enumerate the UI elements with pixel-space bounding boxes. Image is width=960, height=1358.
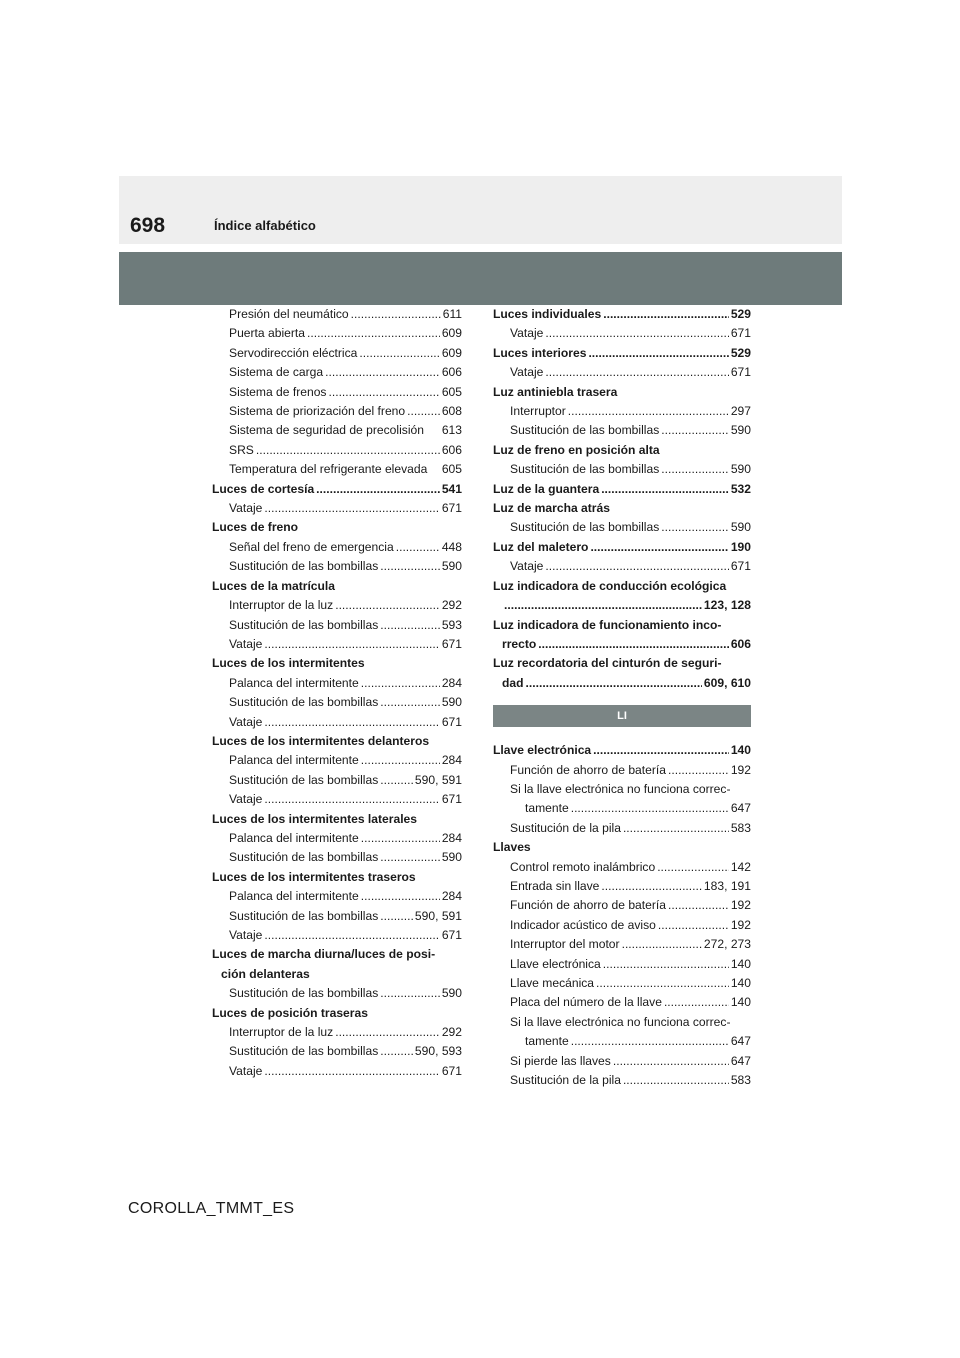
- index-entry-label: Sistema de seguridad de precolisión: [229, 423, 424, 438]
- dot-leader: [328, 383, 439, 402]
- index-entry: [493, 402, 751, 421]
- index-entry-page: 606: [441, 365, 462, 380]
- dot-leader: [601, 480, 729, 499]
- index-entry-page: 532: [730, 481, 751, 496]
- dot-leader: [545, 363, 728, 382]
- dot-leader: [264, 926, 439, 945]
- index-entry: [212, 421, 462, 440]
- dot-leader: [380, 693, 440, 712]
- index-entry-label: Luz antiniebla trasera: [493, 384, 618, 399]
- index-entry-page: 529: [730, 307, 751, 321]
- index-entry-page: 284: [441, 830, 462, 845]
- index-entry-label: Sustitución de la pila: [510, 1073, 621, 1088]
- index-entry-label: Luces de los intermitentes laterales: [212, 811, 418, 826]
- index-entry-label: Luces de la matrícula: [212, 578, 336, 593]
- index-entry-label: Vataje: [510, 365, 544, 380]
- index-entry-page: 190: [730, 539, 751, 554]
- index-entry-page: 671: [441, 636, 462, 651]
- index-entry: [212, 868, 462, 887]
- index-entry-page: 140: [730, 956, 751, 971]
- index-entry-label: Función de ahorro de batería: [510, 898, 666, 913]
- index-entry-label: Función de ahorro de batería: [510, 762, 666, 777]
- index-entry: [493, 518, 751, 537]
- index-entry: [212, 771, 462, 790]
- index-entry: [212, 596, 462, 615]
- index-entry: [212, 674, 462, 693]
- dot-leader: [590, 538, 728, 557]
- dot-leader: [264, 790, 439, 809]
- index-entry-label: rrecto: [502, 636, 537, 651]
- index-entry-label: Luces de los intermitentes traseros: [212, 869, 416, 884]
- dot-leader: [307, 324, 440, 343]
- dot-leader: [601, 877, 702, 896]
- page-title: Índice alfabético: [214, 218, 316, 233]
- dot-leader: [593, 741, 729, 760]
- dot-leader: [264, 499, 439, 518]
- index-entry: [212, 480, 462, 499]
- index-entry-label: Luces de los intermitentes: [212, 656, 365, 671]
- dot-leader: [396, 538, 440, 557]
- index-entry-label: dad: [502, 675, 524, 690]
- dot-leader: [264, 1062, 439, 1081]
- dot-leader: [380, 771, 413, 790]
- index-entry-page: 590: [441, 850, 462, 865]
- dot-leader: [568, 402, 729, 421]
- index-entry-page: 671: [730, 326, 751, 341]
- index-entry: [493, 460, 751, 479]
- index-entry: [493, 616, 751, 635]
- index-entry-page: 606: [730, 636, 751, 651]
- index-entry-page: 671: [441, 714, 462, 729]
- index-entry: [212, 538, 462, 557]
- dot-leader: [526, 674, 702, 693]
- dot-leader: [380, 984, 440, 1003]
- index-entry-page: 613: [441, 423, 462, 438]
- index-entry-label: Sustitución de las bombillas: [229, 695, 379, 710]
- index-entry: [212, 305, 462, 324]
- dot-leader: [325, 363, 440, 382]
- index-entry: [493, 858, 751, 877]
- dot-leader: [658, 916, 729, 935]
- index-entry-label: Llave mecánica: [510, 976, 595, 990]
- index-entry: [493, 480, 751, 499]
- index-entry-label: Si la llave electrónica no funciona correc-: [510, 1014, 731, 1029]
- index-entry-page: 529: [730, 345, 751, 360]
- index-entry: [212, 1062, 462, 1081]
- index-entry-label: Luces interiores: [493, 345, 587, 360]
- dot-leader: [603, 955, 729, 974]
- dot-leader: [361, 751, 440, 770]
- index-entry: [212, 713, 462, 732]
- index-entry-page: 297: [730, 404, 751, 419]
- index-entry-label: Llave electrónica: [510, 956, 601, 971]
- index-entry: [493, 993, 751, 1012]
- dot-leader: [545, 324, 728, 343]
- index-entry-label: tamente: [525, 801, 569, 816]
- index-entry-label: Vataje: [229, 1063, 263, 1078]
- index-entry-label: Luz de freno en posición alta: [493, 442, 660, 457]
- index-entry: [212, 693, 462, 712]
- index-entry: [212, 635, 462, 654]
- index-entry-label: Sustitución de las bombillas: [229, 1044, 379, 1059]
- index-entry-page: 448: [441, 539, 462, 554]
- index-entry-label: Señal del freno de emergencia: [229, 539, 394, 554]
- index-entry: [212, 344, 462, 363]
- index-entry-label: Sustitución de las bombillas: [510, 520, 660, 535]
- index-entry: [212, 790, 462, 809]
- index-entry-label: Puerta abierta: [229, 326, 305, 341]
- dot-leader: [361, 674, 440, 693]
- index-entry: [493, 499, 751, 518]
- index-entry-label: SRS: [229, 442, 254, 457]
- index-entry: [212, 383, 462, 402]
- index-entry-page: 192: [730, 762, 751, 777]
- index-entry-label: Sistema de frenos: [229, 384, 327, 399]
- index-entry: [493, 780, 751, 799]
- index-entry-label: Luz del maletero: [493, 539, 589, 554]
- index-entry-label: Luz de marcha atrás: [493, 501, 610, 516]
- index-entry-label: Si la llave electrónica no funciona correc-: [510, 781, 731, 796]
- section-header-li: LI: [493, 705, 751, 727]
- index-entry: [493, 596, 751, 615]
- index-entry-label: tamente: [525, 1034, 569, 1049]
- index-entry: [493, 761, 751, 780]
- index-entry: [493, 305, 751, 324]
- index-entry-page: 605: [441, 384, 462, 399]
- index-entry-label: Luces de freno: [212, 520, 299, 535]
- index-entry: [493, 955, 751, 974]
- index-entry-page: 142: [730, 859, 751, 874]
- index-entry: [493, 1052, 751, 1071]
- index-entry: [212, 965, 462, 984]
- index-entry-page: 647: [730, 801, 751, 816]
- index-entry-page: 272, 273: [703, 937, 751, 952]
- index-entry-label: Entrada sin llave: [510, 878, 600, 893]
- index-entry-page: 541: [441, 481, 462, 496]
- index-entry-page: 671: [441, 1063, 462, 1078]
- index-entry-label: Llave electrónica: [493, 743, 592, 758]
- index-entry-label: Luces individuales: [493, 307, 602, 321]
- index-entry-page: 292: [441, 598, 462, 613]
- dot-leader: [571, 799, 729, 818]
- index-entry: [493, 363, 751, 382]
- index-entry-label: Luces de marcha diurna/luces de posi-: [212, 947, 436, 962]
- dot-leader: [596, 974, 729, 993]
- document-code: COROLLA_TMMT_ES: [128, 1200, 295, 1217]
- index-entry: [493, 383, 751, 402]
- index-entry-label: Vataje: [510, 326, 544, 341]
- index-column-right: [493, 305, 751, 1090]
- index-entry-page: 590, 591: [414, 908, 462, 923]
- index-entry: [212, 732, 462, 751]
- index-entry-label: Sustitución de las bombillas: [229, 559, 379, 574]
- index-entry: [212, 810, 462, 829]
- dot-leader: [380, 907, 413, 926]
- index-entry-page: 590: [730, 462, 751, 477]
- page-number: 698: [130, 214, 166, 237]
- index-entry: [493, 577, 751, 596]
- dot-leader: [351, 305, 441, 324]
- index-entry-label: Indicador acústico de aviso: [510, 917, 656, 932]
- index-entry: [212, 499, 462, 518]
- index-entry-page: 284: [441, 753, 462, 768]
- index-entry-label: Sustitución de las bombillas: [229, 772, 379, 787]
- dot-leader: [623, 1071, 729, 1090]
- index-entry-label: Presión del neumático: [229, 307, 349, 321]
- index-entry-page: 284: [441, 675, 462, 690]
- dot-leader: [545, 557, 728, 576]
- index-entry-label: Sustitución de las bombillas: [229, 986, 379, 1001]
- index-entry: [493, 896, 751, 915]
- index-entry: [493, 838, 751, 857]
- index-entry-label: Sustitución de las bombillas: [510, 423, 660, 438]
- index-entry: [493, 974, 751, 993]
- index-entry-label: Luz de la guantera: [493, 481, 600, 496]
- index-entry-label: Vataje: [229, 501, 263, 516]
- index-entry: [212, 751, 462, 770]
- index-entry: [212, 441, 462, 460]
- index-entry: [212, 363, 462, 382]
- index-entry-label: Sustitución de las bombillas: [229, 617, 379, 632]
- index-entry: [493, 935, 751, 954]
- index-entry-label: Vataje: [229, 636, 263, 651]
- index-entry-page: 647: [730, 1034, 751, 1049]
- index-entry: [212, 1004, 462, 1023]
- index-entry-label: Placa del número de la llave: [510, 995, 662, 1010]
- dot-leader: [588, 344, 728, 363]
- index-entry: [493, 1071, 751, 1090]
- dot-leader: [380, 848, 440, 867]
- index-entry: [212, 557, 462, 576]
- index-entry-label: ción delanteras: [221, 966, 310, 981]
- index-entry-page: 608: [441, 404, 462, 419]
- index-group-li: [493, 741, 751, 1090]
- index-entry: [212, 829, 462, 848]
- dot-leader: [664, 993, 729, 1012]
- index-entry-page: 671: [441, 792, 462, 807]
- index-entry-page: 671: [730, 559, 751, 574]
- index-entry-page: 609, 610: [703, 675, 751, 690]
- index-entry-page: 590: [730, 520, 751, 535]
- index-entry-label: Sustitución de las bombillas: [510, 462, 660, 477]
- index-entry-page: 192: [730, 898, 751, 913]
- dot-leader: [407, 402, 440, 421]
- index-entry-page: 593: [441, 617, 462, 632]
- dot-leader: [603, 305, 729, 324]
- index-entry-page: 606: [441, 442, 462, 457]
- dot-leader: [264, 713, 439, 732]
- index-entry: [493, 557, 751, 576]
- index-entry-page: 590: [730, 423, 751, 438]
- dot-leader: [571, 1032, 729, 1051]
- index-entry-label: Control remoto inalámbrico: [510, 859, 656, 874]
- index-entry: [212, 402, 462, 421]
- index-entry: [212, 654, 462, 673]
- index-entry-label: Interruptor del motor: [510, 937, 620, 952]
- index-entry: [212, 616, 462, 635]
- index-entry-page: 671: [441, 928, 462, 942]
- index-entry-page: 590: [441, 559, 462, 574]
- index-entry-label: Vataje: [229, 714, 263, 729]
- index-entry-label: Sustitución de las bombillas: [229, 908, 379, 923]
- index-entry-label: Servodirección eléctrica: [229, 345, 358, 360]
- index-entry: [212, 984, 462, 1003]
- dot-leader: [361, 829, 440, 848]
- index-entry-page: 590: [441, 986, 462, 1001]
- index-entry-page: 284: [441, 889, 462, 904]
- index-entry: [493, 819, 751, 838]
- dot-leader: [622, 935, 702, 954]
- index-entry-page: 183, 191: [703, 878, 751, 893]
- index-entry-label: Interruptor de la luz: [229, 1025, 334, 1040]
- dot-leader: [668, 896, 729, 915]
- index-entry: [493, 674, 751, 693]
- dot-leader: [361, 887, 440, 906]
- index-entry-label: Palanca del intermitente: [229, 675, 359, 690]
- index-entry-page: 590, 591: [414, 772, 462, 787]
- index-entry: [212, 460, 462, 479]
- index-entry-page: 590, 593: [414, 1044, 462, 1059]
- index-entry-page: 647: [730, 1053, 751, 1068]
- index-column-left: [212, 305, 462, 1081]
- index-entry-page: 611: [442, 307, 462, 321]
- index-entry: [212, 518, 462, 537]
- index-entry-page: 583: [730, 820, 751, 835]
- header-band: [119, 252, 842, 305]
- index-entry-label: Vataje: [510, 559, 544, 574]
- index-entry-label: Luces de cortesía: [212, 481, 315, 496]
- index-entry-label: Luces de los intermitentes delanteros: [212, 733, 430, 748]
- dot-leader: [623, 819, 729, 838]
- index-entry-page: 140: [730, 743, 751, 758]
- index-entry-page: 609: [441, 326, 462, 341]
- index-entry: [212, 945, 462, 964]
- index-entry-page: 140: [730, 995, 751, 1010]
- index-entry-page: 192: [730, 917, 751, 932]
- index-entry: [493, 741, 751, 760]
- index-entry-label: Sustitución de las bombillas: [229, 850, 379, 865]
- index-entry-page: 590: [441, 695, 462, 710]
- index-entry-label: Vataje: [229, 792, 263, 807]
- index-entry-label: Interruptor de la luz: [229, 598, 334, 613]
- index-entry: [493, 1013, 751, 1032]
- index-entry-page: 609: [441, 345, 462, 360]
- index-entry-label: Luz recordatoria del cinturón de seguri-: [493, 656, 722, 671]
- index-entry-page: 605: [441, 462, 462, 477]
- index-entry-label: Vataje: [229, 928, 263, 942]
- index-entry-label: Luz indicadora de funcionamiento inco-: [493, 617, 722, 632]
- index-entry: [212, 887, 462, 906]
- index-entry: [212, 848, 462, 867]
- index-entry: [212, 324, 462, 343]
- index-entry: [493, 654, 751, 673]
- index-entry: [493, 538, 751, 557]
- dot-leader: [661, 518, 729, 537]
- index-entry-page: 671: [441, 501, 462, 516]
- index-entry-label: Luces de posición traseras: [212, 1005, 368, 1020]
- index-entry-label: Sistema de carga: [229, 365, 324, 380]
- index-entry: [212, 1042, 462, 1061]
- dot-leader: [504, 596, 702, 615]
- dot-leader: [661, 421, 729, 440]
- index-entry-label: Palanca del intermitente: [229, 830, 359, 845]
- index-entry: [493, 324, 751, 343]
- dot-leader: [256, 441, 440, 460]
- index-entry-page: 292: [441, 1025, 462, 1040]
- index-entry: [212, 1023, 462, 1042]
- index-entry: [212, 577, 462, 596]
- dot-leader: [335, 596, 440, 615]
- index-entry: [493, 877, 751, 896]
- index-entry-label: Interruptor: [510, 404, 566, 419]
- dot-leader: [380, 557, 440, 576]
- index-entry-page: 583: [730, 1073, 751, 1088]
- dot-leader: [613, 1052, 729, 1071]
- index-entry-label: Temperatura del refrigerante elevada: [229, 462, 428, 477]
- index-entry: [493, 421, 751, 440]
- dot-leader: [359, 344, 439, 363]
- dot-leader: [335, 1023, 440, 1042]
- index-entry-page: 671: [730, 365, 751, 380]
- index-entry-label: Si pierde las llaves: [510, 1053, 611, 1068]
- index-entry: [493, 441, 751, 460]
- dot-leader: [380, 1042, 413, 1061]
- index-entry: [212, 907, 462, 926]
- index-entry-label: Sustitución de la pila: [510, 820, 621, 835]
- dot-leader: [264, 635, 439, 654]
- index-entry-label: Llaves: [493, 840, 531, 855]
- dot-leader: [380, 616, 440, 635]
- index-entry-page: 123, 128: [703, 598, 751, 613]
- index-entry: [493, 799, 751, 818]
- index-entry-label: Palanca del intermitente: [229, 889, 359, 904]
- dot-leader: [657, 858, 729, 877]
- index-entry-label: Sistema de priorización del freno: [229, 404, 406, 419]
- index-entry-label: Palanca del intermitente: [229, 753, 359, 768]
- dot-leader: [538, 635, 729, 654]
- index-entry: [493, 344, 751, 363]
- dot-leader: [661, 460, 729, 479]
- index-entry: [493, 916, 751, 935]
- index-group-lu: [493, 305, 751, 693]
- index-entry: [493, 1032, 751, 1051]
- dot-leader: [668, 761, 729, 780]
- index-entry: [212, 926, 462, 945]
- index-entry: [493, 635, 751, 654]
- index-entry-label: Luz indicadora de conducción ecológica: [493, 578, 727, 593]
- dot-leader: [316, 480, 440, 499]
- index-entry-page: 140: [730, 976, 751, 990]
